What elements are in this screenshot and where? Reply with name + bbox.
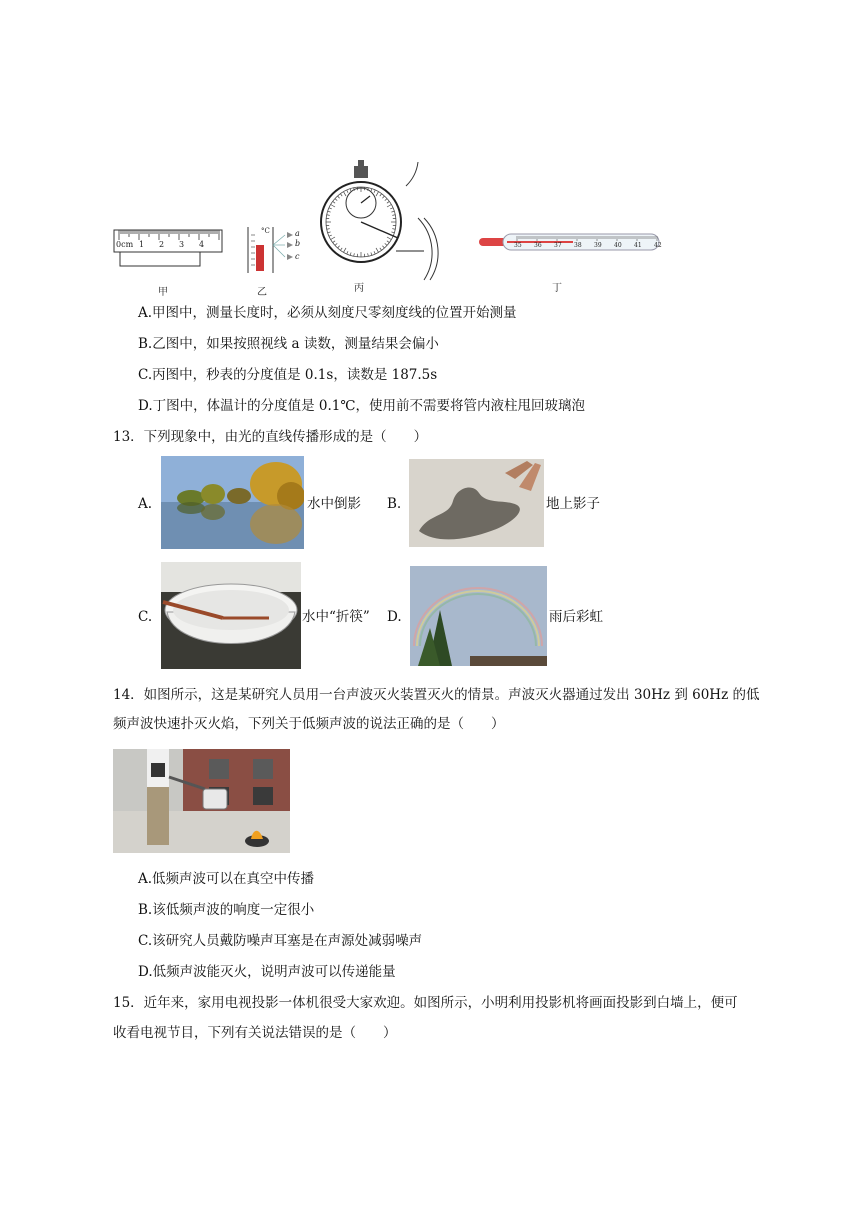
thermometer-tick-label: 39: [594, 242, 602, 249]
q14-option-a: [138, 870, 314, 888]
sound-extinguisher-photo: [113, 749, 290, 853]
ruler-tick-label: 1: [139, 240, 145, 249]
option-text: 丙图中，秒表的分度值是 0.1s，读数是 187.5s: [152, 367, 438, 383]
thermometer-tick-label: 38: [574, 242, 582, 249]
rainbow-photo: [410, 566, 547, 666]
q13-option-c-caption: 水中“折筷”: [302, 609, 370, 625]
ruler-drawing: [113, 228, 225, 270]
q13-option-b-caption: 地上影子: [546, 496, 600, 512]
option-letter: B.: [138, 902, 153, 918]
bowl-drawing: [161, 562, 301, 669]
cylinder-unit: °C: [261, 227, 270, 235]
option-text: 低频声波能灭火，说明声波可以传递能量: [152, 964, 396, 980]
figure-label-bing: 丙: [354, 283, 364, 294]
ruler-unit: 0cm: [116, 240, 134, 249]
sight-line-label: c: [295, 252, 300, 261]
q14-option-c: [138, 932, 422, 950]
q13-option-d-letter: D.: [387, 609, 402, 625]
bowl-photo: [161, 562, 301, 669]
thermometer-tick-label: 40: [614, 242, 622, 249]
reflection-photo: [161, 456, 304, 549]
sight-line-label: b: [295, 239, 301, 248]
thermometer-figure: [477, 230, 663, 256]
q12-option-d: [138, 397, 585, 415]
option-text: 乙图中，如果按照视线 a 读数，测量结果会偏小: [152, 336, 439, 352]
option-letter: A.: [138, 871, 153, 887]
option-text: 丁图中，体温计的分度值是 0.1℃，使用前不需要将管内液柱甩回玻璃泡: [152, 398, 586, 414]
q12-option-b: [138, 335, 439, 353]
option-letter: D.: [138, 398, 153, 414]
thermometer-tick-label: 41: [634, 242, 642, 249]
option-text: 该低频声波的响度一定很小: [152, 902, 315, 918]
option-letter: A.: [138, 305, 153, 321]
q12-option-c: [138, 366, 437, 384]
thermometer-scale: [477, 230, 663, 256]
ruler-tick-label: 3: [179, 240, 185, 249]
option-letter: D.: [138, 964, 153, 980]
q14-option-b: [138, 901, 314, 919]
sound-extinguisher-drawing: [113, 749, 290, 853]
shadow-photo: [409, 459, 544, 547]
shadow-drawing: [409, 459, 544, 547]
option-letter: B.: [138, 336, 153, 352]
thermometer-tick-label: 37: [554, 242, 562, 249]
q13-option-a-letter: A.: [138, 496, 153, 512]
figure-label-yi: 乙: [257, 287, 267, 298]
q14-stem-line1: 14．如图所示，这是某研究人员用一台声波灭火装置灭火的情景。声波灭火器通过发出 30Hz 到 60Hz 的低: [113, 687, 760, 703]
option-text: 该研究人员戴防噪声耳塞是在声源处减弱噪声: [152, 933, 423, 949]
option-text: 低频声波可以在真空中传播: [152, 871, 315, 887]
q12-option-a: [138, 304, 517, 322]
q13-option-a-caption: 水中倒影: [307, 496, 361, 512]
thermometer-tick-label: 36: [534, 242, 542, 249]
figure-label-jia: 甲: [158, 287, 168, 298]
option-text: 甲图中，测量长度时，必须从刻度尺零刻度线的位置开始测量: [152, 305, 517, 321]
thermometer-tick-label: 42: [654, 242, 662, 249]
stopwatch-drawing: [318, 156, 453, 284]
thermometer-tick-label: 35: [514, 242, 522, 249]
q13-option-b-letter: B.: [387, 496, 402, 512]
ruler-figure: [113, 228, 225, 270]
stopwatch-figure: [318, 156, 453, 284]
reflection-drawing: [161, 456, 304, 549]
ruler-tick-label: 4: [199, 240, 205, 249]
q13-stem: 13．下列现象中，由光的直线传播形成的是（ ）: [113, 429, 428, 445]
q13-option-c-letter: C.: [138, 609, 153, 625]
q15-stem-line2: 收看电视节目，下列有关说法错误的是（ ）: [113, 1025, 397, 1041]
rainbow-drawing: [410, 566, 547, 666]
ruler-tick-label: 2: [159, 240, 165, 249]
cylinder-figure: [243, 225, 303, 275]
q14-option-d: [138, 963, 396, 981]
cylinder-drawing: [243, 225, 303, 275]
sight-line-label: a: [295, 229, 300, 238]
q14-stem-line2: 频声波快速扑灭火焰，下列关于低频声波的说法正确的是（ ）: [113, 716, 505, 732]
q15-stem-line1: 15．近年来，家用电视投影一体机很受大家欢迎。如图所示，小明利用投影机将画面投影到白墙上，便可: [113, 995, 738, 1011]
q13-option-d-caption: 雨后彩虹: [549, 609, 603, 625]
option-letter: C.: [138, 933, 153, 949]
option-letter: C.: [138, 367, 153, 383]
figure-label-ding: 丁: [552, 283, 562, 294]
